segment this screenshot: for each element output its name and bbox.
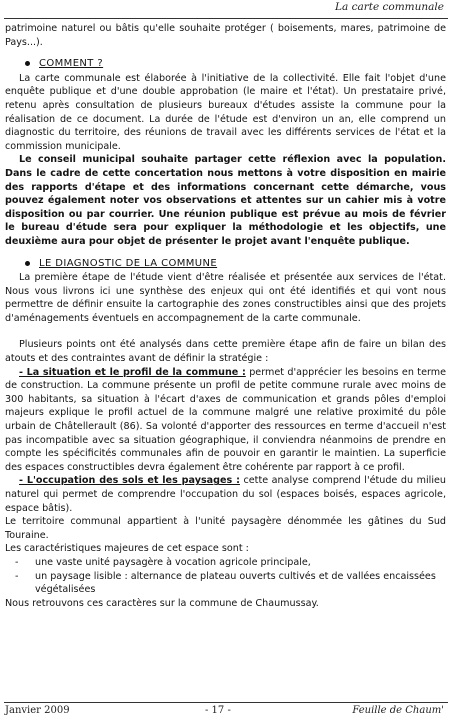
- situation-text: permet d'apprécier les besoins en terme de construction. La commune présente un profil de petite commune rurale avec moins de 300 habitants, sa situation à l'écart d'axes de communication et grands pôles d'emploi majeurs explique le profil actuel de la commune malgré une relative proximité du pôle urbain de Châtellerault (86). Sa volonté d'apporter des ressources en terme d'accueil n'est pas incompatible avec sa situation géographique, il conviendra néanmoins de prendre en compte les spécificités communales afin de pouvoir en garantir le maintien. La superficie des espaces constructibles devra également être cohérente par rapport à ce profil.: [5, 366, 446, 473]
- occupation-text: cette analyse comprend l'étude du milieu naturel qui permet de comprendre l'occupation du sol (espaces boisés, espaces agricole, espace bâtis).: [5, 475, 446, 514]
- occupation-label: - L'occupation des sols et les paysages :: [19, 475, 240, 487]
- list-item: [5, 570, 446, 597]
- list-item: [5, 556, 446, 570]
- diagnostic-paragraph: La première étape de l'étude vient d'être réalisée et présentée aux services de l'état. Nous vous livrons ici une synthèse des enjeux qui ont été identifiés et qui vont nous permettre de définir ensuite la cartographie des zones constructibles ainsi que des projets d'aménagements éventuels en accompagnement de la carte communale.: [5, 272, 446, 324]
- list-item-text: une vaste unité paysagère à vocation agricole principale,: [35, 556, 311, 568]
- page-header-title: La carte communale: [335, 1, 444, 13]
- occupation-paragraph: [5, 474, 446, 515]
- section-heading-diagnostic: [25, 257, 446, 271]
- intro-paragraph: patrimoine naturel ou bâtis qu'elle souhaite protéger ( boisements, mares, patrimoine de Pays...).: [5, 23, 446, 48]
- section-heading-comment: [25, 57, 446, 71]
- footer-publication: Feuille de Chaum': [352, 705, 444, 716]
- territoire-paragraph: Le territoire communal appartient à l'unité paysagère dénommée les gâtines du Sud Touraine.: [5, 516, 446, 541]
- analysis-intro-paragraph: Plusieurs points ont été analysés dans cette première étape afin de faire un bilan des atouts et des contraintes avant de définir la stratégie :: [5, 339, 446, 365]
- situation-label: - La situation et le profil de la commune :: [19, 366, 246, 378]
- list-dash: -: [15, 570, 19, 582]
- footer-date: Janvier 2009: [5, 705, 70, 716]
- bullet-icon: [25, 261, 30, 266]
- list-dash: -: [15, 556, 19, 568]
- bullet-icon: [25, 61, 30, 66]
- comment-paragraph: La carte communale est élaborée à l'initiative de la collectivité. Elle fait l'objet d'une enquête publique et d'une double approbation (le maire et l'état). Un prestataire privé, retenu après consultation de plusieurs bureaux d'études assiste la commune pour la réalisation de ce document. La durée de l'étude est d'environ un an, elle comprend un diagnostic du territoire, des réunions de travail avec les différents services de l'état et la commission municipale.: [5, 72, 446, 152]
- list-item-text: un paysage lisible : alternance de plateau ouverts cultivés et de vallées encaissées végétalisées: [35, 570, 436, 596]
- document-body: [5, 22, 446, 610]
- section-title: COMMENT ?: [39, 58, 104, 70]
- caracteristiques-intro: Les caractéristiques majeures de cet espace sont :: [5, 543, 249, 555]
- header-divider: [4, 18, 448, 19]
- situation-paragraph: [5, 366, 446, 475]
- caracteristiques-list: [5, 556, 446, 597]
- footer-page-number: - 17 -: [205, 705, 231, 716]
- concertation-paragraph: Le conseil municipal souhaite partager cette réflexion avec la population. Dans le cadre de cette concertation nous mettons à votre disposition en mairie des rapports d'étape et des informations concernant cette démarche, vous pouvez également noter vos observations et attentes sur un cahier mis à votre disposition ou par courrier. Une réunion publique est prévue au mois de février le bureau d'étude sera pour expliquer la méthodologie et les objectifs, une deuxième aura pour objet de présenter le projet avant l'enquête publique.: [5, 154, 446, 247]
- footer-divider: [4, 702, 448, 703]
- closing-paragraph: Nous retrouvons ces caractères sur la commune de Chaumussay.: [5, 597, 319, 609]
- section-title: LE DIAGNOSTIC DE LA COMMUNE: [39, 257, 218, 269]
